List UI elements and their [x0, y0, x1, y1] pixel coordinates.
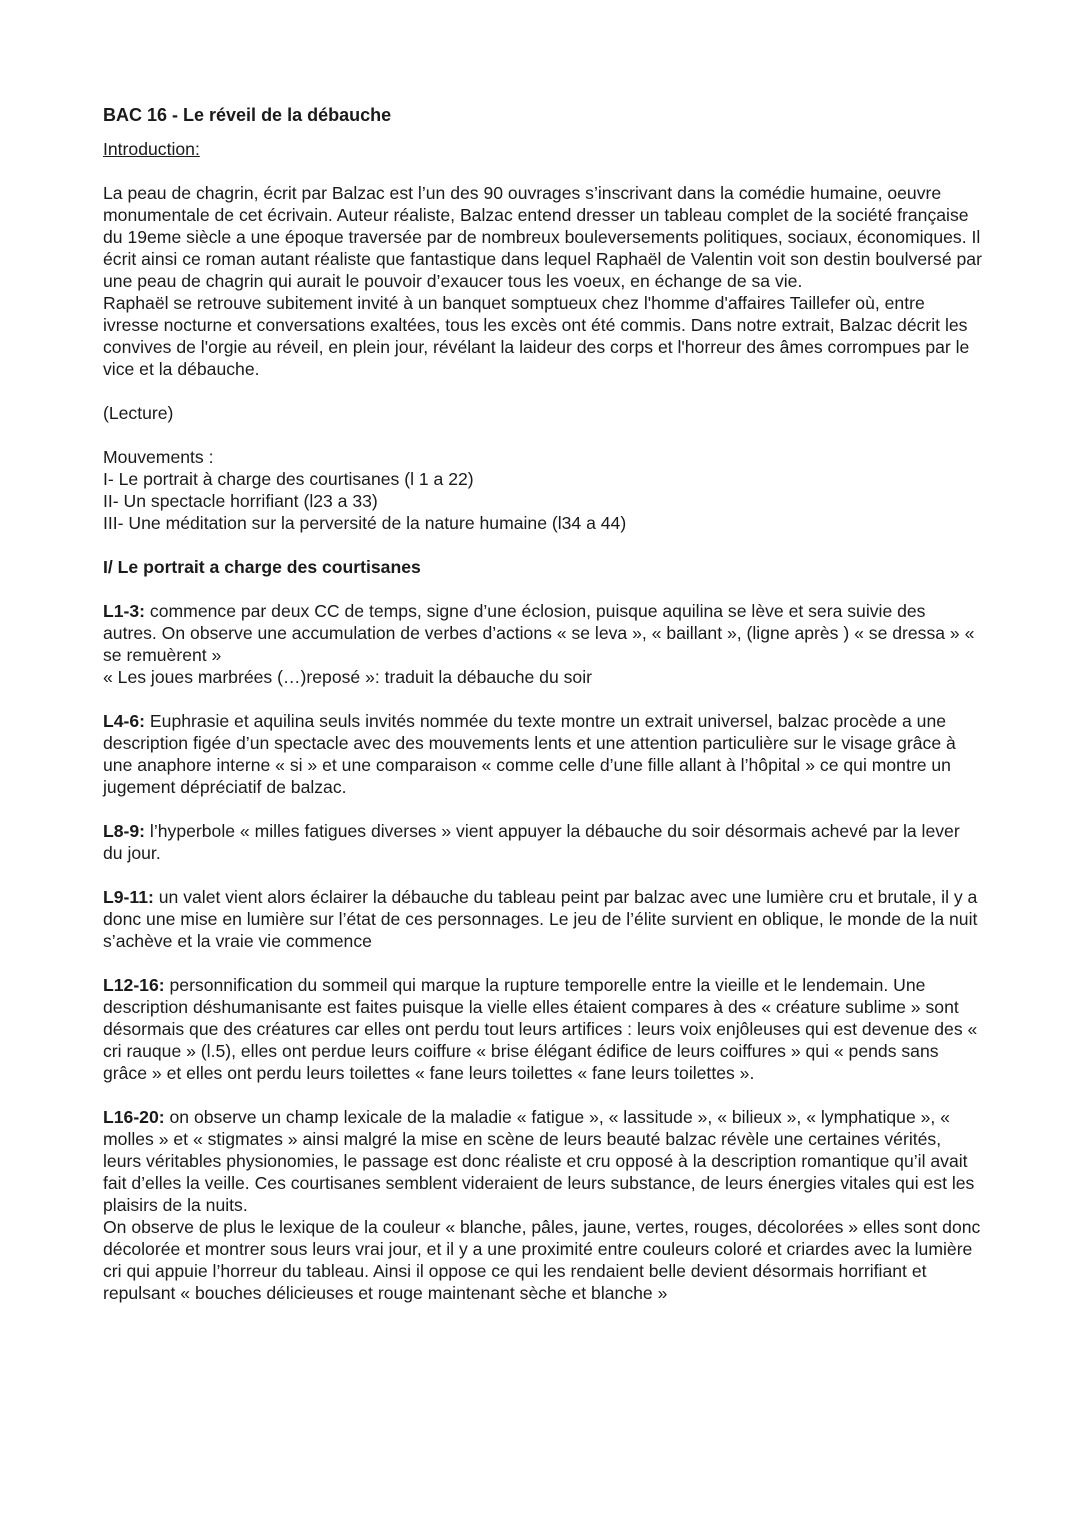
mouvement-item: I- Le portrait à charge des courtisanes (l 1 a 22) [103, 469, 474, 489]
line-reference: L9-11: [103, 887, 154, 907]
analysis-block [103, 710, 983, 798]
lecture-note: (Lecture) [103, 403, 174, 423]
analysis-text: l’hyperbole « milles fatigues diverses » vient appuyer la débauche du soir désormais achevé par la lever du jour. [103, 821, 960, 863]
section-title: I/ Le portrait a charge des courtisanes [103, 557, 421, 577]
analysis-text: un valet vient alors éclairer la débauche du tableau peint par balzac avec une lumière cru et brutale, il y a donc une mise en lumière sur l’état de ces personnages. Le jeu de l’élite survient en oblique, le monde de la nuit s’achève et la vraie vie commence [103, 887, 978, 951]
mouvement-item: III- Une méditation sur la perversité de la nature humaine (l34 a 44) [103, 513, 627, 533]
analysis-text: on observe un champ lexicale de la maladie « fatigue », « lassitude », « bilieux », « lymphatique », « molles » et « stigmates » ainsi malgré la mise en scène de leurs beauté balzac révèle une certaines vérités, leurs véritables physionomies, le passage est donc réaliste et cru opposé à la description romantique qu’il avait fait d’elles la veille. Ces courtisanes semblent videraient de leurs substance, de leurs énergies vitales qui est les plaisirs de la nuits. [103, 1107, 975, 1215]
mouvement-item: II- Un spectacle horrifiant (l23 a 33) [103, 491, 378, 511]
document-title: BAC 16 - Le réveil de la débauche [103, 105, 392, 125]
analysis-block [103, 974, 983, 1084]
line-reference: L16-20: [103, 1107, 165, 1127]
analysis-block [103, 1106, 983, 1304]
analysis-paragraph [103, 600, 983, 666]
line-reference: L4-6: [103, 711, 146, 731]
analysis-paragraph [103, 886, 983, 952]
analysis-block [103, 820, 983, 864]
analysis-block [103, 600, 983, 688]
analysis-paragraph [103, 710, 983, 798]
line-reference: L1-3: [103, 601, 146, 621]
mouvements-list [103, 446, 983, 534]
introduction-section [103, 182, 983, 380]
line-reference: L8-9: [103, 821, 146, 841]
intro-paragraph: La peau de chagrin, écrit par Balzac est l’un des 90 ouvrages s’inscrivant dans la comédie humaine, oeuvre monumentale de cet écrivain. Auteur réaliste, Balzac entend dresser un tableau complet de la société française du 19eme siècle a une époque traversée par de nombreux bouleversements politiques, sociaux, économiques. Il écrit ainsi ce roman autant réaliste que fantastique dans lequel Raphaël de Valentin voit son destin boulversé par une peau de chagrin qui aurait le pouvoir d’exaucer tous les voeux, en échange de sa vie. [103, 183, 982, 291]
analysis-text: commence par deux CC de temps, signe d’une éclosion, puisque aquilina se lève et sera suivie des autres. On observe une accumulation de verbes d’actions « se leva », « baillant », (ligne après ) « se dressa » « se remuèrent » [103, 601, 975, 665]
analysis-text: Euphrasie et aquilina seuls invités nommée du texte montre un extrait universel, balzac procède a une description figée d’un spectacle avec des mouvements lents et une attention particulière sur le visage grâce à une anaphore interne « si » et une comparaison « comme celle d’une fille allant à l’hôpital » ce qui montre un jugement dépréciatif de balzac. [103, 711, 956, 797]
introduction-heading: Introduction: [103, 139, 200, 159]
analysis-paragraph: « Les joues marbrées (…)reposé »: traduit la débauche du soir [103, 667, 592, 687]
analysis-paragraph [103, 1106, 983, 1216]
line-reference: L12-16: [103, 975, 165, 995]
analysis-paragraph [103, 974, 983, 1084]
analysis-block [103, 886, 983, 952]
analysis-text: personnification du sommeil qui marque la rupture temporelle entre la vieille et le lendemain. Une description déshumanisante est faites puisque la vielle elles étaient compares à des « créature sublime » sont désormais que des créatures car elles ont perdu tout leurs artifices : leurs voix enjôleuses qui est devenue des « cri rauque » (l.5), elles ont perdue leurs coiffure « brise élégant édifice de leurs coiffures » qui « pends sans grâce » et elles ont perdu leurs toilettes « fane leurs toilettes « fane leurs toilettes ». [103, 975, 978, 1083]
intro-paragraph: Raphaël se retrouve subitement invité à un banquet somptueux chez l'homme d'affaires Taillefer où, entre ivresse nocturne et conversations exaltées, tous les excès ont été commis. Dans notre extrait, Balzac décrit les convives de l'orgie au réveil, en plein jour, révélant la laideur des corps et l'horreur des âmes corrompues par le vice et la débauche. [103, 293, 970, 379]
analysis-paragraph: On observe de plus le lexique de la couleur « blanche, pâles, jaune, vertes, rouges, décolorées » elles sont donc décolorée et montrer sous leurs vrai jour, et il y a une proximité entre couleurs coloré et criardes avec la lumière cri qui appuie l’horreur du tableau. Ainsi il oppose ce qui les rendaient belle devient désormais horrifiant et repulsant « bouches délicieuses et rouge maintenant sèche et blanche » [103, 1217, 981, 1303]
mouvements-heading: Mouvements : [103, 447, 214, 467]
document-page [103, 103, 983, 1326]
analysis-paragraph [103, 820, 983, 864]
